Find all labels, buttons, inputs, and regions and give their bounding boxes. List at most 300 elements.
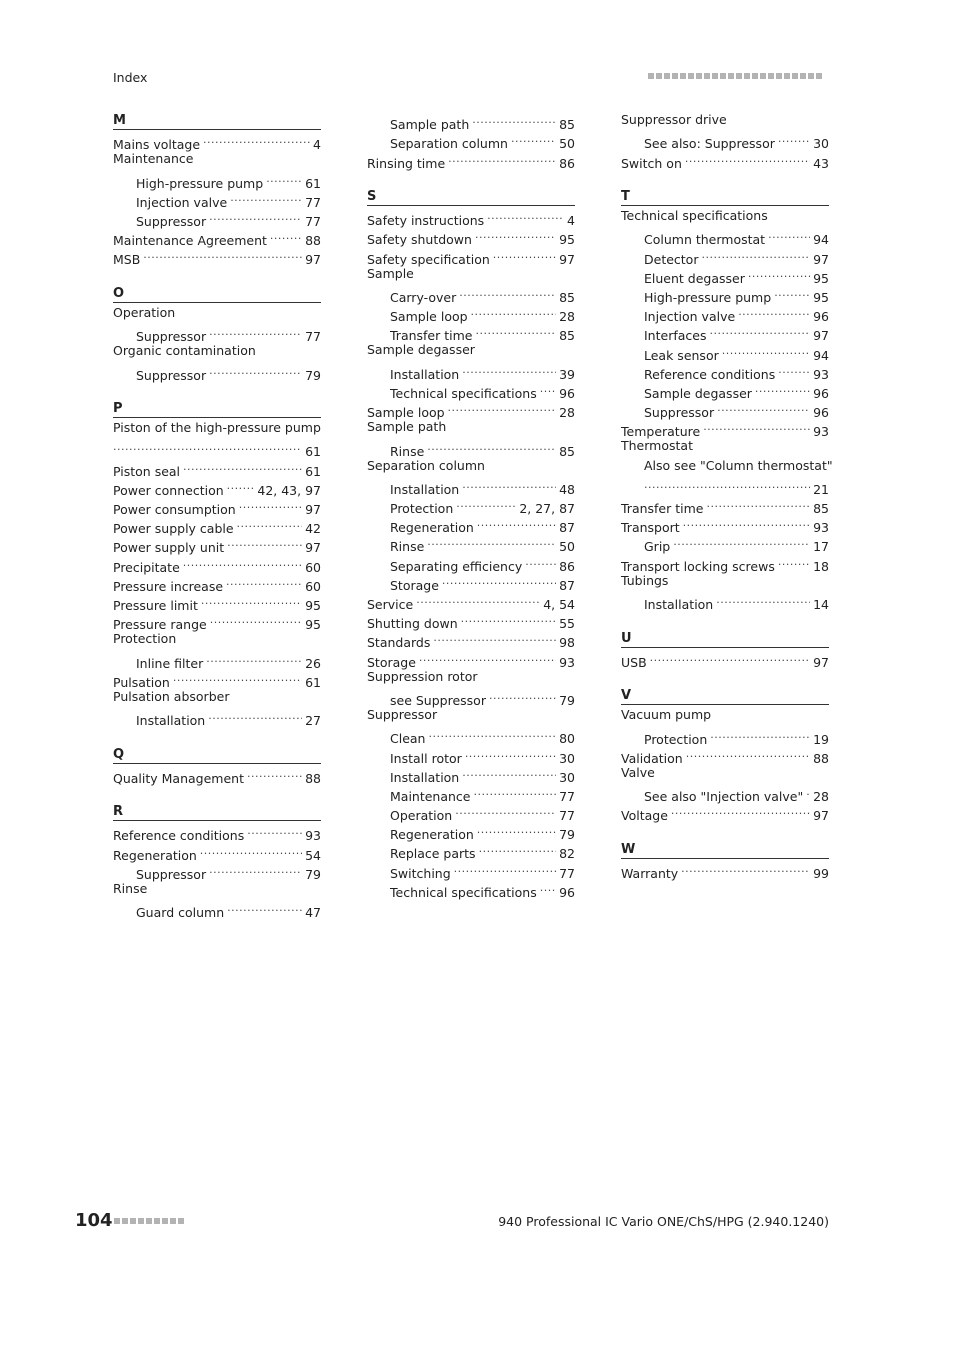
dot-leader: [474, 782, 557, 801]
index-section: [113, 801, 321, 921]
index-subentry: [113, 898, 321, 921]
entry-page-ref[interactable]: 87: [559, 577, 575, 593]
entry-term: Validation: [621, 750, 683, 766]
entry-page-ref[interactable]: 50: [559, 136, 575, 152]
entry-page-ref[interactable]: 95: [305, 597, 321, 613]
index-subentry: [367, 475, 575, 497]
entry-page-ref[interactable]: 97: [305, 252, 321, 268]
index-subentry: [113, 706, 321, 729]
entry-term: Separation column: [390, 136, 508, 152]
entry-page-ref[interactable]: 97: [813, 251, 829, 267]
entry-page-ref[interactable]: 94: [813, 232, 829, 248]
entry-term: Suppressor: [136, 213, 207, 229]
dot-leader: [266, 168, 302, 187]
entry-term: Transport locking screws: [621, 558, 775, 574]
index-entry: [113, 687, 321, 706]
dash-square: [672, 73, 678, 79]
index-entry: [113, 456, 321, 479]
entry-page-ref[interactable]: 60: [305, 578, 321, 594]
entry-term: Warranty: [621, 866, 679, 881]
dot-leader: [433, 628, 556, 647]
entry-page-ref[interactable]: 61: [305, 175, 321, 191]
entry-term: Power supply cable: [113, 521, 234, 537]
entry-page-ref[interactable]: 95: [813, 270, 829, 286]
dot-leader: [209, 322, 302, 341]
entry-term: Installation: [390, 481, 460, 497]
entry-term: Power supply unit: [113, 540, 225, 556]
dot-leader: [461, 609, 556, 628]
index-subentry: [367, 724, 575, 747]
entry-term: Carry-over: [390, 290, 457, 305]
entry-page-ref[interactable]: 60: [305, 559, 321, 575]
entry-term: Transfer time: [390, 328, 473, 344]
entry-term: Maintenance: [113, 151, 194, 167]
entry-page-ref[interactable]: 21: [813, 481, 829, 497]
dot-leader: [210, 610, 302, 629]
entry-term: Pressure limit: [113, 597, 198, 613]
dot-leader: [685, 148, 810, 167]
dot-leader: [183, 456, 302, 475]
entry-term: Service: [367, 597, 414, 612]
entry-term: Storage: [390, 577, 439, 593]
dot-leader: [206, 648, 302, 667]
entry-term: Guard column: [136, 905, 225, 921]
entry-term: Suppressor: [136, 866, 207, 882]
entry-page-ref[interactable]: 79: [559, 692, 575, 708]
entry-page-ref[interactable]: 55: [559, 616, 575, 632]
entry-page-ref[interactable]: 95: [559, 232, 575, 248]
dot-leader: [644, 475, 810, 494]
entry-page-ref[interactable]: 93: [813, 520, 829, 536]
entry-term: See also: Suppressor: [644, 136, 775, 152]
section-letter: M: [113, 110, 321, 130]
entry-page-ref[interactable]: 97: [813, 654, 829, 670]
entry-term: Maintenance Agreement: [113, 233, 267, 249]
index-entry: [367, 456, 575, 475]
entry-term: Valve: [621, 764, 655, 780]
dot-leader: [209, 207, 302, 226]
entry-term: High-pressure pump: [644, 290, 772, 305]
entry-page-ref[interactable]: 88: [305, 233, 321, 249]
entry-term: Technical specifications: [390, 385, 537, 401]
dot-leader: [419, 647, 556, 666]
dash-square: [130, 1218, 136, 1224]
dot-leader: [239, 495, 302, 514]
dash-square: [138, 1218, 144, 1224]
dot-leader: [237, 514, 303, 533]
entry-page-ref[interactable]: 17: [813, 539, 829, 555]
entry-page-ref[interactable]: 96: [559, 884, 575, 900]
dot-leader: [227, 476, 255, 495]
dot-leader: [540, 878, 556, 897]
entry-term: Transfer time: [621, 501, 704, 517]
index-column-1: [113, 110, 321, 936]
entry-page-ref[interactable]: 98: [559, 635, 575, 651]
entry-page-ref[interactable]: 79: [559, 827, 575, 843]
entry-page-ref[interactable]: 79: [305, 367, 321, 383]
index-subentry: [367, 360, 575, 382]
index-subentry: [367, 436, 575, 459]
entry-page-ref[interactable]: 97: [813, 808, 829, 824]
dot-leader: [427, 532, 556, 551]
index-subentry: [621, 782, 829, 805]
dash-square: [656, 73, 662, 79]
dot-leader: [489, 686, 556, 705]
entry-term: Sample loop: [367, 405, 445, 421]
header-title: Index: [113, 70, 148, 85]
dot-leader: [703, 417, 810, 436]
index-subentry: [367, 110, 575, 133]
dash-square: [680, 73, 686, 79]
index-entry: [367, 340, 575, 359]
index-subentry: [621, 724, 829, 747]
index-entry: [621, 110, 829, 129]
entry-page-ref[interactable]: 43: [813, 155, 829, 171]
entry-term: Suppressor: [136, 329, 207, 345]
entry-page-ref[interactable]: 30: [813, 136, 829, 152]
entry-page-ref[interactable]: 2, 27, 87: [519, 501, 575, 517]
entry-page-ref[interactable]: 93: [813, 366, 829, 382]
entry-page-ref[interactable]: 94: [813, 347, 829, 363]
entry-term: Sample path: [367, 419, 447, 435]
entry-term: Installation: [136, 713, 206, 729]
entry-term: MSB: [113, 252, 141, 268]
dash-square: [170, 1218, 176, 1224]
dot-leader: [459, 283, 556, 302]
entry-page-ref[interactable]: 19: [813, 731, 829, 747]
entry-page-ref[interactable]: 18: [813, 558, 829, 574]
dot-leader: [448, 148, 556, 167]
dot-leader: [477, 513, 556, 532]
entry-page-ref[interactable]: 95: [813, 290, 829, 305]
entry-page-ref[interactable]: 96: [559, 385, 575, 401]
dash-square: [728, 73, 734, 79]
dot-leader: [525, 551, 556, 570]
entry-term: Reference conditions: [113, 828, 245, 844]
entry-term: Precipitate: [113, 559, 180, 575]
dot-leader: [427, 436, 556, 455]
entry-term: Pulsation: [113, 674, 170, 690]
entry-term: Sample: [367, 265, 414, 281]
dot-leader: [650, 648, 810, 667]
dot-leader: [465, 743, 556, 762]
entry-term: Piston of the high-pressure pump: [113, 420, 321, 436]
entry-page-ref[interactable]: 77: [305, 213, 321, 229]
entry-page-ref[interactable]: 97: [813, 328, 829, 344]
index-section: [621, 839, 829, 881]
index-entry: [621, 763, 829, 782]
entry-term: Interfaces: [644, 328, 707, 344]
entry-page-ref[interactable]: 87: [559, 520, 575, 536]
entry-term: Operation: [113, 304, 176, 320]
index-entry: [621, 206, 829, 225]
entry-term: Installation: [644, 597, 714, 612]
dot-leader: [748, 264, 810, 283]
entry-term: see Suppressor: [390, 692, 486, 708]
entry-term: Rinse: [390, 539, 425, 555]
dot-leader: [710, 724, 810, 743]
section-letter: O: [113, 283, 321, 303]
dot-leader: [208, 706, 302, 725]
dash-square: [688, 73, 694, 79]
dot-leader: [455, 801, 556, 820]
entry-page-ref[interactable]: 96: [813, 309, 829, 325]
section-letter: U: [621, 628, 829, 648]
index-subentry: [621, 456, 833, 475]
entry-page-ref[interactable]: 97: [305, 502, 321, 517]
entry-term: Thermostat: [621, 438, 693, 454]
entry-term: Suppressor: [367, 706, 438, 722]
entry-term: Voltage: [621, 808, 668, 824]
entry-term: Power consumption: [113, 502, 236, 517]
index-subentry: [113, 168, 321, 191]
entry-page-ref[interactable]: 28: [559, 309, 575, 325]
dot-leader: [200, 840, 302, 859]
entry-term: Sample degasser: [644, 385, 752, 401]
index-subentry: [621, 129, 829, 152]
entry-term: Standards: [367, 635, 431, 651]
dash-square: [760, 73, 766, 79]
entry-term: Operation: [390, 808, 453, 824]
dot-leader: [778, 129, 810, 148]
footer-doc-title: 940 Professional IC Vario ONE/ChS/HPG (2.940.1240): [498, 1214, 829, 1229]
entry-term: Vacuum pump: [621, 707, 712, 723]
entry-page-ref[interactable]: 95: [305, 617, 321, 633]
entry-page-ref[interactable]: 39: [559, 366, 575, 382]
entry-page-ref[interactable]: 26: [305, 655, 321, 671]
entry-page-ref[interactable]: 96: [813, 385, 829, 401]
entry-term: Clean: [390, 731, 426, 747]
entry-page-ref[interactable]: 93: [305, 828, 321, 844]
dash-square: [146, 1218, 152, 1224]
entry-page-ref[interactable]: 77: [559, 808, 575, 824]
entry-term: Piston seal: [113, 463, 181, 479]
entry-term: Protection: [644, 731, 708, 747]
dot-leader: [681, 859, 810, 878]
entry-page-ref[interactable]: 77: [559, 788, 575, 804]
index-subentry: [367, 283, 575, 305]
entry-page-ref[interactable]: 4: [313, 137, 321, 153]
entry-page-ref[interactable]: 30: [559, 769, 575, 785]
dash-square: [792, 73, 798, 79]
dash-square: [816, 73, 822, 79]
dot-leader: [717, 398, 810, 417]
entry-term: Rinse: [390, 443, 425, 459]
dot-leader: [487, 206, 564, 225]
entry-page-ref[interactable]: 93: [559, 654, 575, 670]
dot-leader: [686, 744, 810, 763]
entry-term: Tubings: [621, 572, 669, 588]
entry-page-ref[interactable]: 28: [559, 405, 575, 421]
index-entry: [367, 206, 575, 229]
dot-leader: [540, 379, 556, 398]
entry-page-ref[interactable]: 85: [559, 328, 575, 344]
entry-term: High-pressure pump: [136, 175, 264, 191]
entry-page-ref[interactable]: 96: [813, 405, 829, 421]
entry-page-ref[interactable]: 80: [559, 731, 575, 747]
dot-leader: [683, 513, 810, 532]
dot-leader: [701, 244, 810, 263]
dot-leader: [709, 321, 810, 340]
entry-page-ref[interactable]: 85: [813, 501, 829, 517]
entry-page-ref[interactable]: 42: [305, 521, 321, 537]
entry-page-ref[interactable]: 97: [559, 251, 575, 267]
dot-leader: [462, 360, 556, 379]
index-section: [113, 110, 321, 268]
dot-leader: [778, 551, 810, 570]
dot-leader: [493, 244, 556, 263]
entry-term: Leak sensor: [644, 347, 719, 363]
dot-leader: [247, 764, 302, 783]
entry-term: Mains voltage: [113, 137, 201, 153]
index-section: [367, 186, 575, 900]
entry-term: Installation: [390, 769, 460, 785]
index-subentry: [621, 475, 829, 497]
entry-page-ref[interactable]: 50: [559, 539, 575, 555]
entry-page-ref[interactable]: 4: [567, 213, 575, 229]
entry-term: Injection valve: [136, 194, 228, 210]
entry-page-ref[interactable]: 77: [305, 329, 321, 345]
dash-square: [784, 73, 790, 79]
entry-term: Shutting down: [367, 616, 458, 632]
entry-term: Regeneration: [113, 847, 197, 863]
dash-square: [696, 73, 702, 79]
dot-leader: [230, 188, 302, 207]
dot-leader: [722, 340, 810, 359]
section-letter: T: [621, 186, 829, 206]
entry-page-ref[interactable]: 88: [305, 770, 321, 786]
entry-term: Suppressor: [644, 405, 715, 421]
index-section: [367, 110, 575, 171]
dot-leader: [673, 532, 810, 551]
dot-leader: [778, 360, 810, 379]
entry-page-ref[interactable]: 54: [305, 847, 321, 863]
entry-page-ref[interactable]: 85: [559, 290, 575, 305]
entry-page-ref[interactable]: 30: [559, 750, 575, 766]
index-entry: [113, 629, 321, 648]
entry-page-ref[interactable]: 61: [305, 444, 321, 460]
dot-leader: [270, 226, 302, 245]
entry-page-ref[interactable]: 4, 54: [543, 597, 575, 612]
entry-term: Rinse: [113, 880, 148, 896]
dot-leader: [716, 590, 810, 609]
entry-term: Quality Management: [113, 770, 244, 786]
dot-leader: [479, 839, 557, 858]
index-section: [621, 628, 829, 670]
index-entry: [621, 859, 829, 881]
entry-term: Pressure increase: [113, 578, 224, 594]
index-section: [621, 186, 833, 612]
entry-term: Regeneration: [390, 520, 474, 536]
section-letter: R: [113, 801, 321, 821]
dash-square: [800, 73, 806, 79]
entry-page-ref[interactable]: 61: [305, 674, 321, 690]
entry-term: Maintenance: [390, 788, 471, 804]
dash-square: [154, 1218, 160, 1224]
entry-page-ref[interactable]: 14: [813, 597, 829, 612]
dash-square: [720, 73, 726, 79]
entry-term: Safety shutdown: [367, 232, 472, 248]
index-entry: [621, 705, 829, 724]
entry-page-ref[interactable]: 93: [813, 424, 829, 440]
entry-page-ref[interactable]: 42, 43, 97: [257, 482, 321, 498]
footer-dash-bar: [114, 1218, 184, 1224]
entry-page-ref[interactable]: 48: [559, 481, 575, 497]
entry-term: Technical specifications: [621, 208, 768, 224]
entry-page-ref[interactable]: 86: [559, 558, 575, 574]
entry-term: Switch on: [621, 155, 682, 171]
page-number: 104: [75, 1210, 113, 1231]
index-section: [113, 283, 321, 383]
dot-leader: [428, 724, 556, 743]
index-subentry: [621, 590, 829, 612]
entry-term: Sample degasser: [367, 342, 475, 358]
entry-page-ref[interactable]: 27: [305, 713, 321, 729]
index-subentry: [113, 648, 321, 671]
entry-term: Pressure range: [113, 617, 207, 633]
index-subentry: [113, 360, 321, 383]
dot-leader: [247, 821, 302, 840]
dot-leader: [462, 763, 556, 782]
dot-leader: [173, 668, 302, 687]
entry-page-ref[interactable]: 77: [305, 194, 321, 210]
entry-term: Separation column: [367, 457, 485, 473]
index-subentry: [113, 322, 321, 345]
section-letter: W: [621, 839, 829, 859]
entry-term: Suppressor drive: [621, 112, 727, 127]
entry-page-ref[interactable]: 82: [559, 846, 575, 862]
index-entry: [113, 303, 321, 322]
entry-page-ref[interactable]: 97: [305, 540, 321, 556]
dash-square: [162, 1218, 168, 1224]
index-entry: [113, 879, 321, 898]
entry-page-ref[interactable]: 85: [559, 443, 575, 459]
entry-term: Transport: [621, 520, 680, 536]
dot-leader: [462, 475, 556, 494]
dot-leader: [227, 898, 302, 917]
entry-page-ref[interactable]: 77: [559, 865, 575, 881]
dot-leader: [471, 302, 557, 321]
entry-page-ref[interactable]: 88: [813, 750, 829, 766]
index-section: [113, 744, 321, 786]
entry-page-ref[interactable]: 47: [305, 905, 321, 921]
entry-term: Eluent degasser: [644, 270, 745, 286]
dot-leader: [227, 533, 302, 552]
entry-term: Technical specifications: [390, 884, 537, 900]
entry-page-ref[interactable]: 85: [559, 117, 575, 133]
index-entry: [113, 149, 321, 168]
index-subentry: [621, 225, 829, 248]
entry-term: Sample path: [390, 117, 470, 133]
entry-page-ref[interactable]: 99: [813, 866, 829, 881]
entry-page-ref[interactable]: 86: [559, 155, 575, 171]
dot-leader: [475, 321, 556, 340]
index-entry: [621, 436, 829, 455]
index-entry: [367, 667, 575, 686]
dot-leader: [203, 130, 310, 149]
entry-term: Install rotor: [390, 750, 462, 766]
entry-page-ref[interactable]: 28: [813, 789, 829, 805]
dot-leader: [477, 820, 556, 839]
index-entry: [113, 418, 321, 437]
dot-leader: [143, 245, 302, 264]
section-letter: Q: [113, 744, 321, 764]
dash-square: [744, 73, 750, 79]
entry-page-ref[interactable]: 79: [305, 866, 321, 882]
entry-page-ref[interactable]: 61: [305, 463, 321, 479]
entry-term: Detector: [644, 251, 699, 267]
dot-leader: [209, 860, 302, 879]
